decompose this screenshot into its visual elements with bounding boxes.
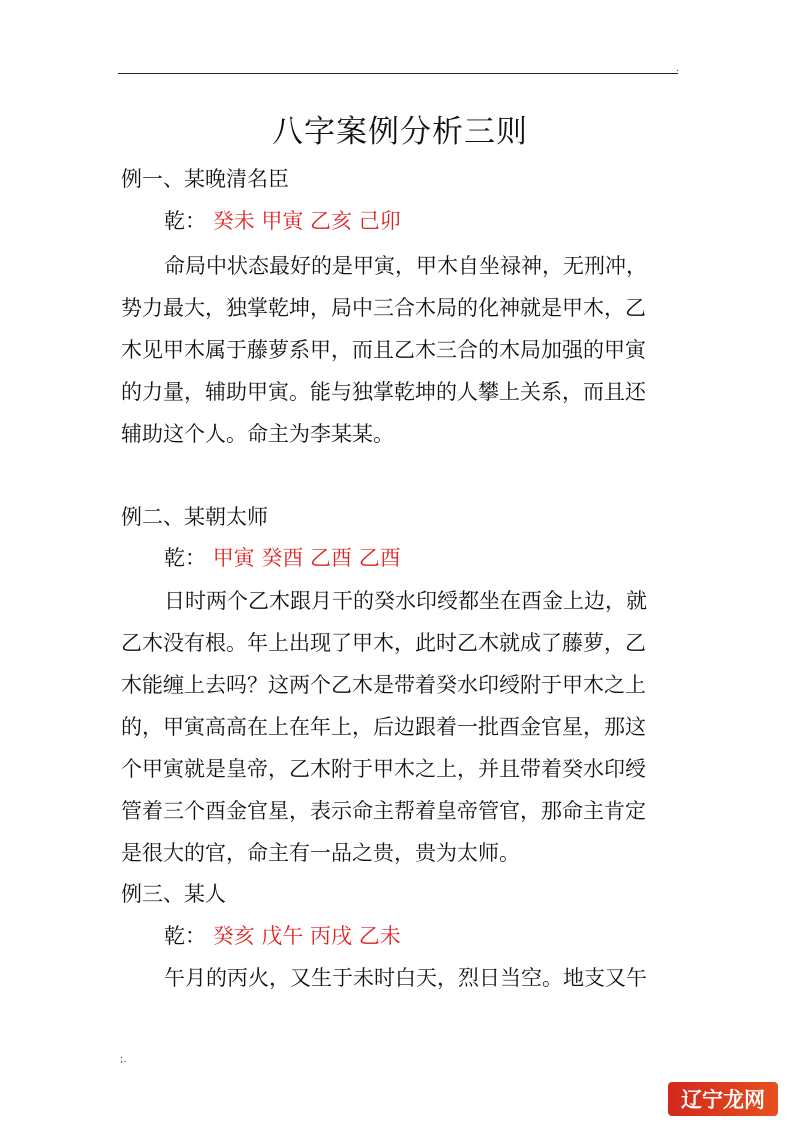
pillars-label: 乾： (164, 924, 206, 948)
document-title: 八字案例分析三则 (272, 114, 528, 150)
case-2-line-1: 日时两个乙木跟月干的癸水印绶都坐在酉金上边，就 (164, 589, 647, 613)
pillars-value: 癸未 甲寅 乙亥 己卯 (212, 209, 401, 233)
footer-mark: ;. (120, 1054, 127, 1065)
case-1-line-1: 命局中状态最好的是甲寅，甲木自坐禄神，无刑冲， (164, 254, 647, 278)
case-3-line-1: 午月的丙火，又生于未时白天，烈日当空。地支又午 (164, 966, 647, 990)
site-watermark-logo: 辽宁龙网 (668, 1082, 778, 1116)
case-1-line-5: 辅助这个人。命主为李某某。 (121, 422, 394, 446)
case-1-heading: 例一、某晚清名臣 (121, 167, 289, 191)
pillars-value: 癸亥 戊午 丙戌 乙未 (212, 924, 401, 948)
case-1-line-4: 的力量，辅助甲寅。能与独掌乾坤的人攀上关系，而且还 (121, 380, 646, 404)
case-2-line-6: 管着三个酉金官星，表示命主帮着皇帝管官，那命主肯定 (121, 799, 646, 823)
case-2-pillars (164, 548, 709, 569)
case-1-pillars (164, 211, 709, 232)
case-1-line-2: 势力最大，独掌乾坤，局中三合木局的化神就是甲木，乙 (121, 296, 646, 320)
header-rule (118, 73, 678, 74)
pillars-value: 甲寅 癸酉 乙酉 乙酉 (212, 546, 401, 570)
case-2-line-7: 是很大的官，命主有一品之贵，贵为太师。 (121, 841, 520, 865)
case-3-pillars (164, 926, 709, 947)
pillars-label: 乾： (164, 546, 206, 570)
case-2-line-2: 乙木没有根。年上出现了甲木，此时乙木就成了藤萝，乙 (121, 631, 646, 655)
case-2-line-5: 个甲寅就是皇帝，乙木附于甲木之上，并且带着癸水印绶 (121, 757, 646, 781)
case-2-line-3: 木能缠上去吗？这两个乙木是带着癸水印绶附于甲木之上 (121, 673, 646, 697)
case-2-heading: 例二、某朝太师 (121, 505, 268, 529)
corner-mark: . (676, 64, 679, 74)
pillars-label: 乾： (164, 209, 206, 233)
case-2-line-4: 的，甲寅高高在上在年上，后边跟着一批酉金官星，那这 (121, 715, 646, 739)
case-3-heading: 例三、某人 (121, 882, 226, 906)
case-1-line-3: 木见甲木属于藤萝系甲，而且乙木三合的木局加强的甲寅 (121, 338, 646, 362)
